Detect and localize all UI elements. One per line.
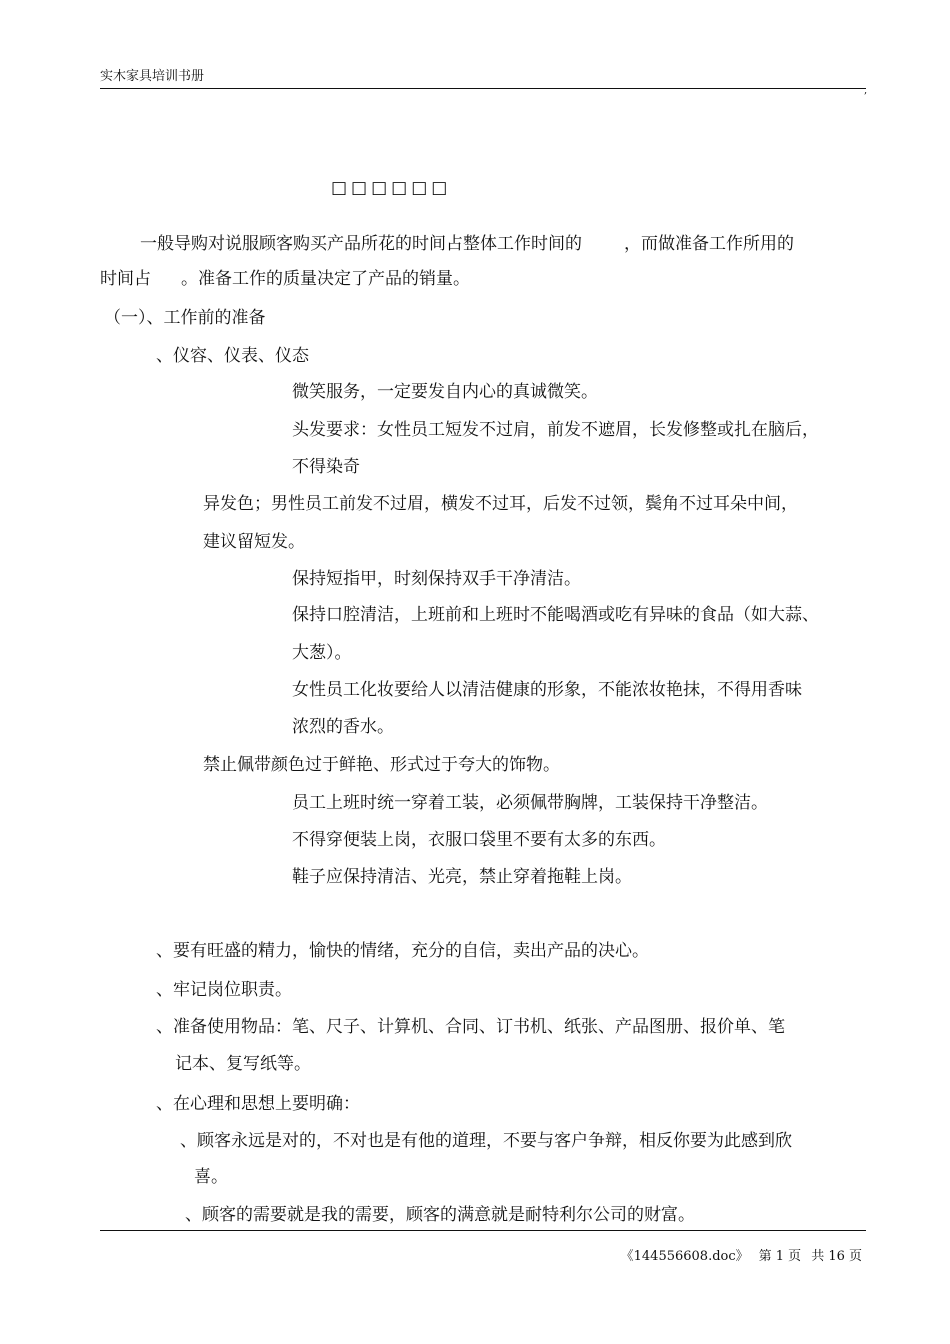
paragraph: 不得穿便装上岗，衣服口袋里不要有太多的东西。 — [292, 830, 666, 850]
document-title: □□□□□□ — [331, 178, 452, 198]
intro-text-b: ，而做准备工作所用的 — [624, 234, 794, 254]
list-item: 、准备使用物品：笔、尺子、计算机、合同、订书机、纸张、产品图册、报价单、笔 — [156, 1017, 785, 1037]
footer-filename: 《144556608.doc》 — [620, 1249, 749, 1264]
paragraph: 微笑服务，一定要发自内心的真诚微笑。 — [292, 382, 598, 402]
paragraph: 鞋子应保持清洁、光亮，禁止穿着拖鞋上岗。 — [292, 867, 632, 887]
footer-page-number: 第 1 页 — [758, 1249, 802, 1264]
paragraph: 女性员工化妆要给人以清洁健康的形象，不能浓妆艳抹，不得用香味 — [292, 680, 802, 700]
list-item: 、在心理和思想上要明确： — [156, 1094, 360, 1114]
intro-line-1 — [140, 233, 794, 255]
page-header — [100, 68, 866, 88]
header-title: 实木家具培训书册 — [100, 69, 205, 84]
header-rule — [100, 88, 866, 89]
intro-text-a: 一般导购对说服顾客购买产品所花的时间占整体工作时间的 — [140, 234, 582, 254]
intro-text-c: 时间占 — [100, 269, 151, 289]
intro-line-2 — [100, 268, 470, 290]
section-heading: （一）、工作前的准备 — [104, 308, 266, 328]
paragraph: 异发色；男性员工前发不过眉，横发不过耳，后发不过领，鬓角不过耳朵中间， — [203, 494, 798, 514]
sub-item: 、顾客的需要就是我的需要，顾客的满意就是耐特利尔公司的财富。 — [185, 1205, 695, 1225]
paragraph: 员工上班时统一穿着工装，必须佩带胸牌，工装保持干净整洁。 — [292, 793, 768, 813]
sub-item-continuation: 喜。 — [194, 1167, 228, 1187]
footer-total-pages: 共 16 页 — [811, 1249, 862, 1264]
intro-text-d: 。准备工作的质量决定了产品的销量。 — [181, 269, 470, 289]
list-item: 、要有旺盛的精力，愉快的情绪，充分的自信，卖出产品的决心。 — [156, 941, 649, 961]
paragraph: 头发要求：女性员工短发不过肩，前发不遮眉，长发修整或扎在脑后， — [292, 420, 819, 440]
page-footer — [611, 1248, 862, 1266]
footer-rule — [100, 1230, 866, 1231]
paragraph: 保持口腔清洁，上班前和上班时不能喝酒或吃有异味的食品（如大蒜、 — [292, 605, 819, 625]
header-tick: , — [864, 85, 868, 96]
sub-item: 、顾客永远是对的，不对也是有他的道理，不要与客户争辩，相反你要为此感到欣 — [180, 1131, 792, 1151]
paragraph: 不得染奇 — [292, 457, 360, 477]
list-item: 、牢记岗位职责。 — [156, 980, 292, 1000]
paragraph: 保持短指甲，时刻保持双手干净清洁。 — [292, 569, 581, 589]
paragraph: 建议留短发。 — [203, 532, 305, 552]
paragraph: 禁止佩带颜色过于鲜艳、形式过于夸大的饰物。 — [203, 755, 560, 775]
paragraph: 浓烈的香水。 — [292, 717, 394, 737]
list-item: 、仪容、仪表、仪态 — [156, 346, 309, 366]
paragraph: 大葱）。 — [292, 643, 352, 663]
list-item-continuation: 记本、复写纸等。 — [175, 1054, 311, 1074]
